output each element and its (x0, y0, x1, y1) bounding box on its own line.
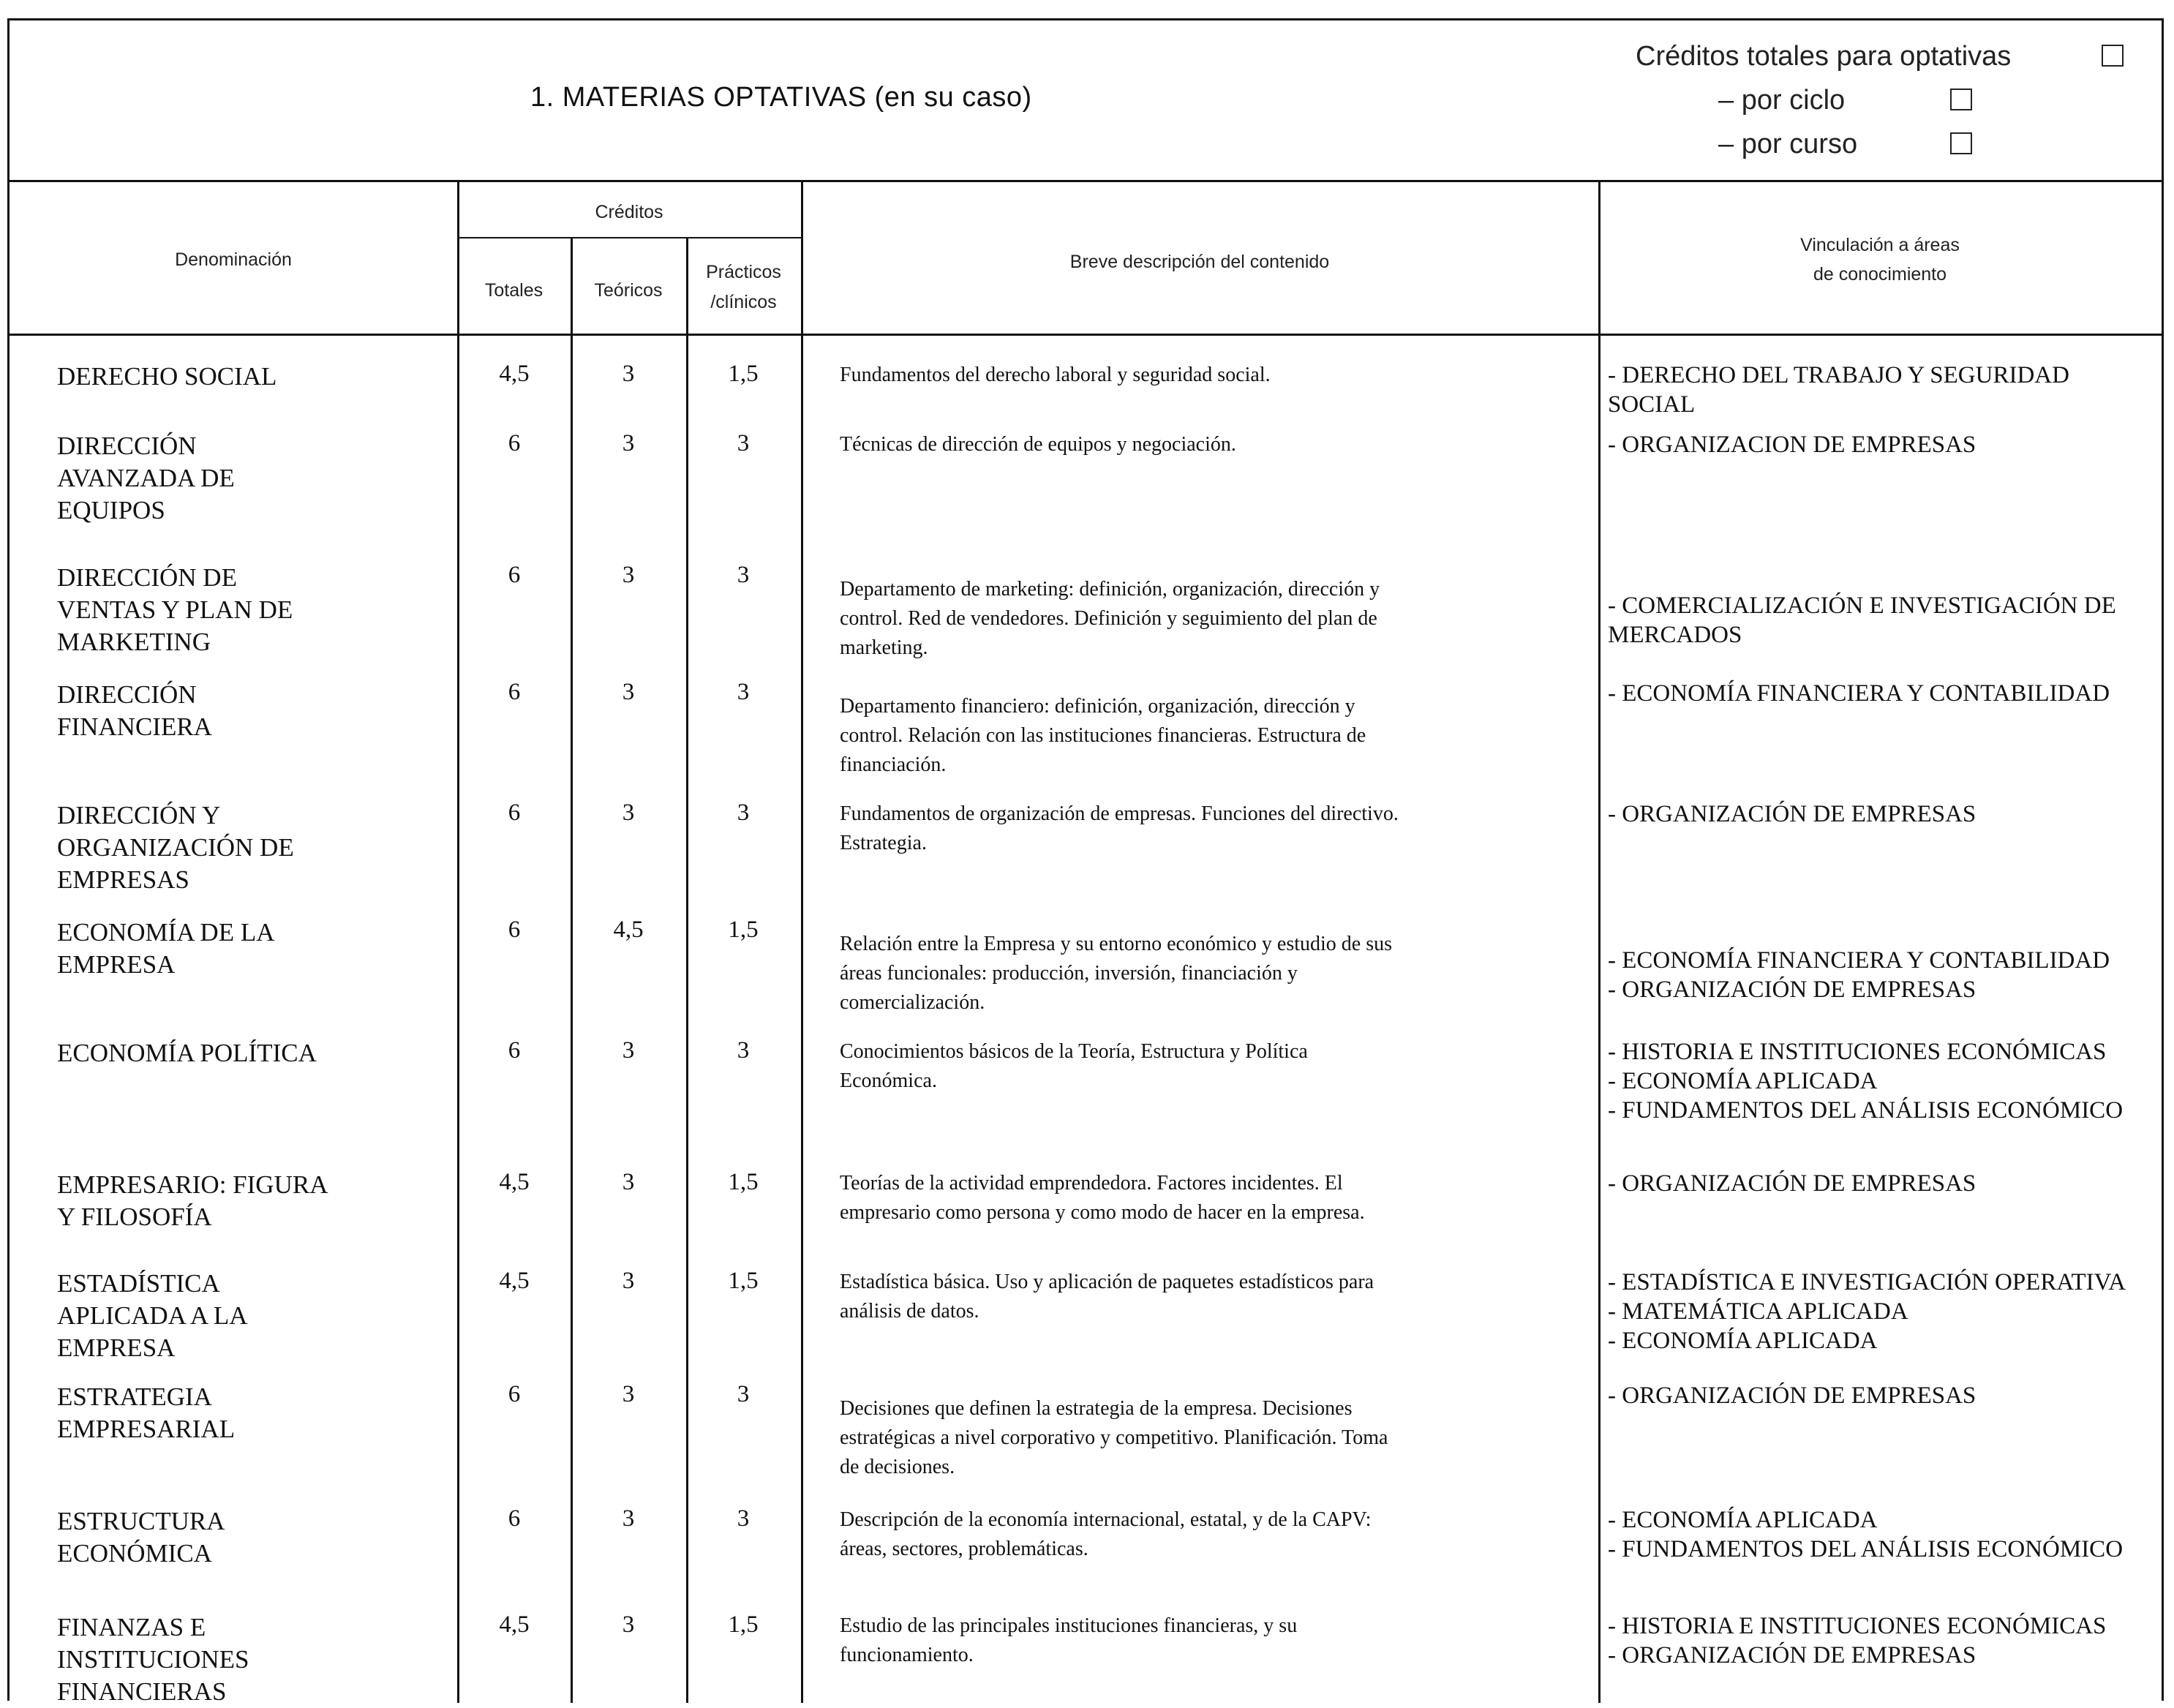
description-line: Técnicas de dirección de equipos y negociación. (840, 433, 1236, 456)
col-vinculacion-2: de conocimiento (1813, 264, 1947, 285)
col-line-4 (801, 180, 803, 1703)
description-line: empresario como persona y como modo de hacer en la empresa. (840, 1201, 1365, 1224)
por-ciclo-checkbox[interactable] (1950, 89, 1972, 110)
area-line: - ECONOMÍA FINANCIERA Y CONTABILIDAD (1608, 680, 2110, 707)
area-line: - ECONOMÍA FINANCIERA Y CONTABILIDAD (1608, 947, 2110, 974)
subject-name-line: INSTITUCIONES (57, 1645, 249, 1674)
creditos-totales-value: 6 (508, 562, 521, 588)
creditos-teoricos-value: 3 (622, 1505, 635, 1532)
document-page (7, 18, 2164, 1706)
description-line: comercialización. (840, 991, 985, 1014)
creditos-practicos-value: 3 (737, 430, 750, 456)
creditos-teoricos-value: 3 (622, 1169, 635, 1195)
creditos-totales-value: 4,5 (499, 361, 530, 387)
description-line: marketing. (840, 636, 928, 659)
creditos-practicos-value: 1,5 (728, 1611, 759, 1638)
creditos-practicos-value: 1,5 (728, 361, 759, 387)
subject-name-line: DIRECCIÓN (57, 680, 197, 709)
creditos-teoricos-value: 3 (622, 1611, 635, 1638)
description-line: control. Red de vendedores. Definición y seguimiento del plan de (840, 607, 1377, 630)
creditos-teoricos-value: 3 (622, 1381, 635, 1407)
subject-name-line: APLICADA A LA (57, 1301, 248, 1330)
area-line: - HISTORIA E INSTITUCIONES ECONÓMICAS (1608, 1039, 2107, 1065)
subject-name-line: VENTAS Y PLAN DE (57, 595, 293, 624)
column-headers (10, 180, 2162, 336)
col-descripcion: Breve descripción del contenido (1069, 252, 1330, 272)
creditos-practicos-value: 3 (737, 679, 750, 705)
subject-name-line: ORGANIZACIÓN DE (57, 833, 294, 862)
subject-name-line: ESTADÍSTICA (57, 1269, 220, 1298)
creditos-totales-value: 4,5 (499, 1611, 530, 1638)
area-line: - DERECHO DEL TRABAJO Y SEGURIDAD (1608, 362, 2069, 388)
description-line: Estadística básica. Uso y aplicación de paquetes estadísticos para (840, 1271, 1374, 1293)
por-curso-label: – por curso (1718, 129, 1858, 159)
description-line: Decisiones que definen la estrategia de la empresa. Decisiones (840, 1397, 1353, 1420)
creditos-totales-value: 6 (508, 917, 521, 943)
col-line-2 (571, 237, 573, 1703)
col-totales: Totales (484, 280, 544, 301)
subject-name-line: EMPRESAS (57, 865, 189, 894)
creditos-divider (457, 237, 801, 238)
description-line: áreas funcionales: producción, inversión, financiación y (840, 962, 1298, 985)
subject-name-line: EQUIPOS (57, 496, 165, 524)
description-line: Conocimientos básicos de la Teoría, Estructura y Política (840, 1040, 1308, 1063)
col-line-5 (1598, 180, 1601, 1703)
description-line: control. Relación con las instituciones financieras. Estructura de (840, 724, 1366, 747)
col-line-3 (686, 237, 688, 1703)
description-line: Estudio de las principales instituciones financieras, y su (840, 1614, 1298, 1637)
area-line: - ORGANIZACIÓN DE EMPRESAS (1608, 1170, 1976, 1197)
area-line: - HISTORIA E INSTITUCIONES ECONÓMICAS (1608, 1613, 2107, 1639)
creditos-teoricos-value: 3 (622, 1268, 635, 1294)
creditos-totales-value: 6 (508, 1381, 521, 1407)
area-line: - ECONOMÍA APLICADA (1608, 1068, 1878, 1094)
subject-name-line: Y FILOSOFÍA (57, 1203, 212, 1231)
subject-name-line: DIRECCIÓN (57, 432, 197, 460)
area-line: - ORGANIZACIÓN DE EMPRESAS (1608, 1382, 1976, 1409)
area-line: - ORGANIZACIÓN DE EMPRESAS (1608, 977, 1976, 1003)
area-line: - FUNDAMENTOS DEL ANÁLISIS ECONÓMICO (1608, 1536, 2124, 1562)
description-line: Departamento de marketing: definición, organización, dirección y (840, 578, 1380, 601)
creditos-teoricos-value: 3 (622, 430, 635, 456)
creditos-totales-value: 6 (508, 430, 521, 456)
creditos-teoricos-value: 3 (622, 562, 635, 588)
subject-name-line: EMPRESARIAL (57, 1415, 236, 1443)
section-title: 1. MATERIAS OPTATIVAS (en su caso) (530, 82, 1032, 113)
description-line: análisis de datos. (840, 1300, 979, 1323)
area-line: - ECONOMÍA APLICADA (1608, 1328, 1878, 1354)
subject-name-line: FINANZAS E (57, 1613, 206, 1641)
subject-name-line: EMPRESA (57, 950, 176, 979)
creditos-totales-value: 4,5 (499, 1268, 530, 1294)
description-line: Teorías de la actividad emprendedora. Factores incidentes. El (840, 1172, 1343, 1195)
area-line: - ESTADÍSTICA E INVESTIGACIÓN OPERATIVA (1608, 1269, 2126, 1295)
subject-name-line: AVANZADA DE (57, 464, 235, 492)
creditos-teoricos-value: 3 (622, 800, 635, 826)
description-line: Relación entre la Empresa y su entorno económico y estudio de sus (840, 933, 1393, 955)
subject-name-line: FINANCIERA (57, 712, 212, 741)
description-line: funcionamiento. (840, 1644, 974, 1666)
creditos-practicos-value: 3 (737, 1505, 750, 1532)
creditos-totales-value: 6 (508, 1505, 521, 1532)
description-line: de decisiones. (840, 1456, 955, 1478)
creditos-practicos-value: 3 (737, 562, 750, 588)
creditos-teoricos-value: 3 (622, 361, 635, 387)
area-line: - ORGANIZACION DE EMPRESAS (1608, 432, 1976, 458)
col-clinicos: /clínicos (710, 292, 777, 312)
creditos-practicos-value: 3 (737, 1381, 750, 1407)
por-curso-checkbox[interactable] (1950, 132, 1972, 154)
creditos-teoricos-value: 3 (622, 679, 635, 705)
creditos-totales-value: 6 (508, 679, 521, 705)
description-line: Fundamentos de organización de empresas. Funciones del directivo. (840, 802, 1399, 825)
subject-name-line: ECONÓMICA (57, 1539, 212, 1568)
creditos-totales-checkbox[interactable] (2102, 45, 2124, 67)
area-line: - COMERCIALIZACIÓN E INVESTIGACIÓN DE (1608, 592, 2116, 619)
area-line: SOCIAL (1608, 391, 1696, 418)
subject-name-line: FINANCIERAS (57, 1677, 227, 1706)
creditos-practicos-value: 1,5 (728, 1268, 759, 1294)
creditos-teoricos-value: 3 (622, 1037, 635, 1064)
area-line: - ORGANIZACIÓN DE EMPRESAS (1608, 801, 1976, 827)
subject-name-line: EMPRESARIO: FIGURA (57, 1170, 328, 1199)
col-teoricos: Teóricos (594, 280, 663, 301)
subject-name-line: ECONOMÍA POLÍTICA (57, 1039, 317, 1067)
creditos-practicos-value: 1,5 (728, 1169, 759, 1195)
subject-name-line: ECONOMÍA DE LA (57, 918, 275, 947)
creditos-totales-value: 4,5 (499, 1169, 530, 1195)
description-line: Departamento financiero: definición, organización, dirección y (840, 695, 1355, 718)
creditos-totales-value: 6 (508, 800, 521, 826)
por-ciclo-label: – por ciclo (1718, 85, 1846, 116)
description-line: Fundamentos del derecho laboral y seguridad social. (840, 364, 1271, 386)
col-denominacion: Denominación (175, 249, 292, 270)
area-line: - ORGANIZACIÓN DE EMPRESAS (1608, 1642, 1976, 1669)
description-line: Estrategia. (840, 832, 927, 854)
creditos-practicos-value: 3 (737, 800, 750, 826)
creditos-practicos-value: 1,5 (728, 917, 759, 943)
area-line: - ECONOMÍA APLICADA (1608, 1507, 1878, 1533)
col-vinculacion-1: Vinculación a áreas (1800, 235, 1960, 255)
description-line: estratégicas a nivel corporativo y competitivo. Planificación. Toma (840, 1426, 1388, 1449)
subject-name-line: DIRECCIÓN Y (57, 801, 221, 829)
creditos-totales-label: Créditos totales para optativas (1636, 41, 2012, 72)
creditos-teoricos-value: 4,5 (613, 917, 644, 943)
creditos-practicos-value: 3 (737, 1037, 750, 1064)
subject-name-line: DIRECCIÓN DE (57, 563, 237, 592)
col-line-1 (457, 180, 459, 1703)
description-line: áreas, sectores, problemáticas. (840, 1538, 1088, 1560)
description-line: Descripción de la economía internacional, estatal, y de la CAPV: (840, 1508, 1372, 1531)
subject-name-line: DERECHO SOCIAL (57, 362, 277, 391)
description-line: financiación. (840, 753, 947, 776)
col-practicos: Prácticos (706, 262, 781, 282)
description-line: Económica. (840, 1069, 937, 1092)
area-line: MERCADOS (1608, 622, 1742, 648)
area-line: - FUNDAMENTOS DEL ANÁLISIS ECONÓMICO (1608, 1097, 2124, 1124)
area-line: - MATEMÁTICA APLICADA (1608, 1298, 1908, 1325)
subject-name-line: ESTRUCTURA (57, 1507, 225, 1535)
col-creditos: Créditos (595, 202, 663, 222)
section-header (10, 20, 2162, 182)
subject-name-line: MARKETING (57, 628, 211, 656)
creditos-totales-value: 6 (508, 1037, 521, 1064)
subject-name-line: EMPRESA (57, 1333, 176, 1362)
subject-name-line: ESTRATEGIA (57, 1382, 212, 1411)
